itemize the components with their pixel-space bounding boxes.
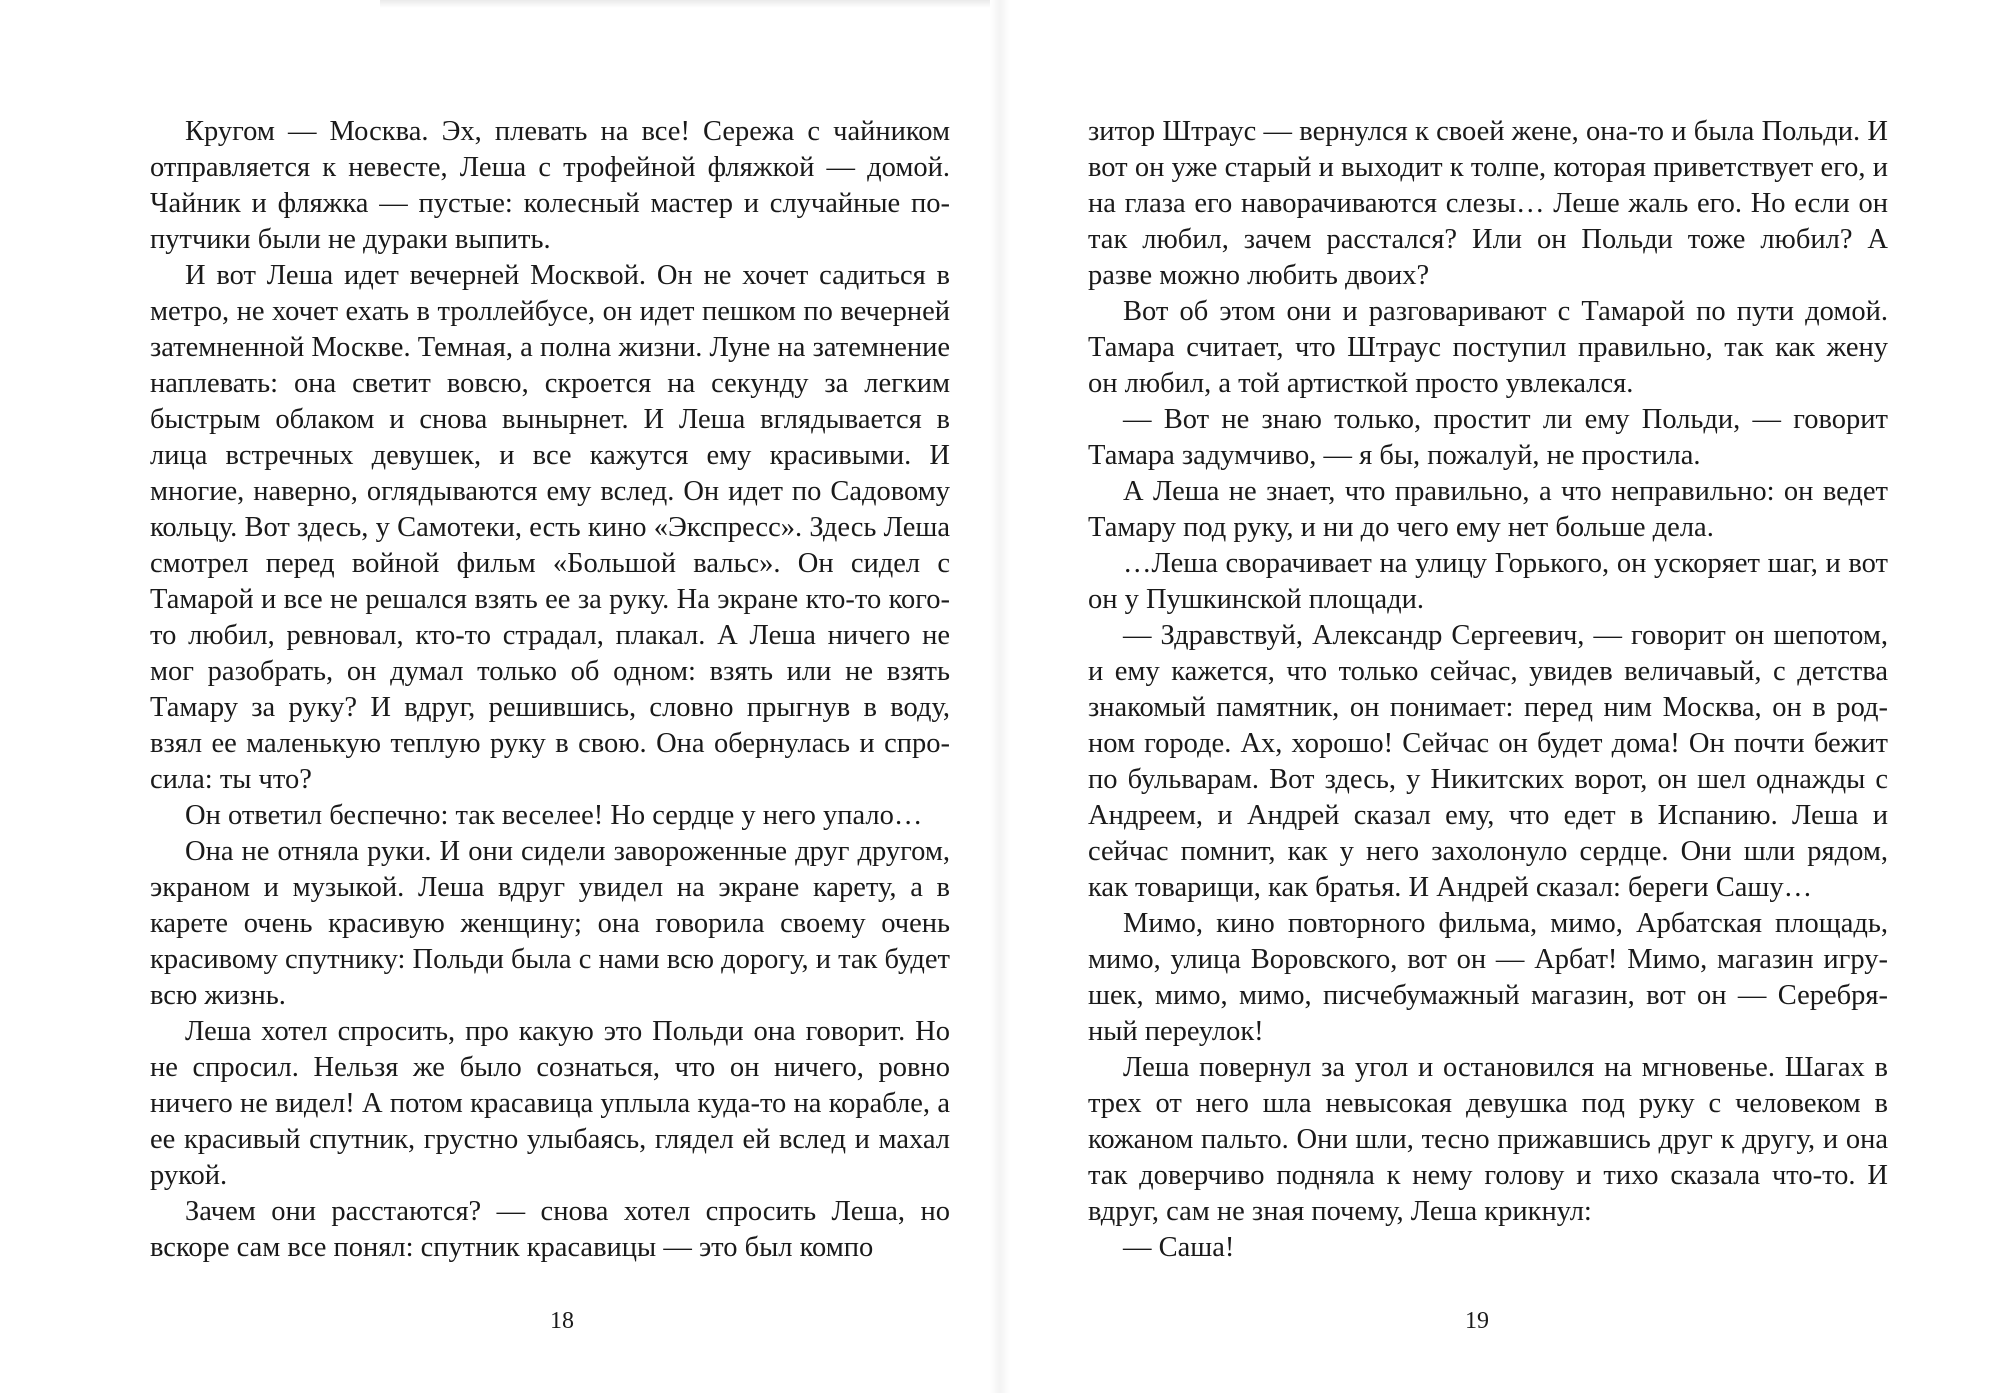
left-page-text xyxy=(150,114,950,1266)
paragraph: Зачем они расстаются? — снова хотел спросить Леша, но вскоре сам все понял: спутник красавицы — это был компо xyxy=(150,1196,950,1263)
paragraph: Кругом — Москва. Эх, плевать на все! Сережа с чайником отправляется к невесте, Леша с трофейной фляжкой — домой. Чайник и фляжка — пустые: колесный мастер и случайные попутчики были не дураки выпить. xyxy=(150,116,950,255)
page-number-left: 18 xyxy=(550,1308,574,1334)
paragraph: …Леша сворачивает на улицу Горького, он ускоряет шаг, и вот он у Пушкинской площади. xyxy=(1088,548,1888,615)
paragraph: Он ответил беспечно: так веселее! Но сердце у него упало… xyxy=(185,800,923,831)
right-page-text xyxy=(1088,114,1888,1266)
paragraph: А Леша не знает, что правильно, а что неправильно: он ведет Тамару под руку, и ни до чего ему нет больше дела. xyxy=(1088,476,1888,543)
paragraph: — Саша! xyxy=(1123,1232,1235,1263)
paragraph: — Вот не знаю только, простит ли ему Польди, — говорит Тамара задумчиво, — я бы, пожалуй, не простила. xyxy=(1088,404,1888,471)
page-number-right: 19 xyxy=(1465,1308,1489,1334)
paragraph: Она не отняла руки. И они сидели завороженные друг другом, экраном и музыкой. Леша вдруг увидел на экране карету, а в карете очень красивую женщину; она говорила своему очень красивому спутнику: Польди была с нами всю дорогу, и так будет всю жизнь. xyxy=(150,836,951,1011)
paragraph-continued: зитор Штраус — вернулся к своей жене, она-то и была Польди. И вот он уже старый и выходит к толпе, которая приветствует его, и на глаза его наворачиваются слезы… Леше жаль его. Но если он так любил, зачем расстался? Или он Польди тоже любил? А разве можно любить двоих? xyxy=(1088,116,1888,291)
paragraph: Леша повернул за угол и остановился на мгновенье. Шагах в трех от него шла невысокая девушка под руку с человеком в кожаном пальто. Они шли, тесно прижавшись друг к другу, и она так доверчиво подняла к нему голову и тихо сказала что-то. И вдруг, сам не зная почему, Леша крикнул: xyxy=(1088,1052,1888,1227)
paragraph: Леша хотел спросить, про какую это Польди она говорит. Но не спросил. Нельзя же было сознаться, что он ничего, ровно ничего не видел! А потом красавица уплыла куда-то на корабле, а ее красивый спутник, грустно улыбаясь, глядел ей вслед и махал рукой. xyxy=(150,1016,950,1191)
paragraph: И вот Леша идет вечерней Москвой. Он не хочет садиться в метро, не хочет ехать в троллейбусе, он идет пешком по вечерней затемненной Москве. Темная, а полна жизни. Луне на затемнение наплевать: она светит вовсю, скроется на секунду за легким быстрым облаком и снова вынырнет. И Леша вглядывается в лица встречных девушек, и все кажутся ему красивыми. И многие, наверно, оглядываются ему вслед. Он идет по Садовому кольцу. Вот здесь, у Самотеки, есть кино «Экспресс». Здесь Леша смотрел перед войной фильм «Большой вальс». Он сидел с Тамарой и все не решался взять ее за руку. На экране кто-то кого-то любил, ревновал, кто-то страдал, плакал. А Леша ничего не мог разобрать, он думал только об одном: взять или не взять Тамару за руку? И вдруг, решившись, словно прыгнув в воду, взял ее маленькую теплую руку в свою. Она обернулась и спросила: ты что? xyxy=(150,260,950,795)
paragraph: Вот об этом они и разговаривают с Тамарой по пути домой. Тамара считает, что Штраус поступил правильно, так как жену он любил, а той артисткой просто увлекался. xyxy=(1088,296,1888,399)
paragraph: — Здравствуй, Александр Сергеевич, — говорит он шепотом, и ему кажется, что только сейчас, увидев величавый, с детства знакомый памятник, он понимает: перед ним Москва, он в родном городе. Ах, хорошо! Сейчас он будет дома! Он почти бежит по бульварам. Вот здесь, у Никитских ворот, он шел однажды с Андреем, и Андрей сказал ему, что едет в Испанию. Леша и сейчас помнит, как у него захолонуло сердце. Они шли рядом, как товарищи, как братья. И Андрей сказал: береги Сашу… xyxy=(1088,620,1888,903)
paragraph: Мимо, кино повторного фильма, мимо, Арбатская площадь, мимо, улица Воровского, вот он — Арбат! Мимо, магазин игрушек, мимо, мимо, писчебумажный магазин, вот он — Серебряный переулок! xyxy=(1088,908,1888,1047)
right-page xyxy=(1000,0,2000,1393)
